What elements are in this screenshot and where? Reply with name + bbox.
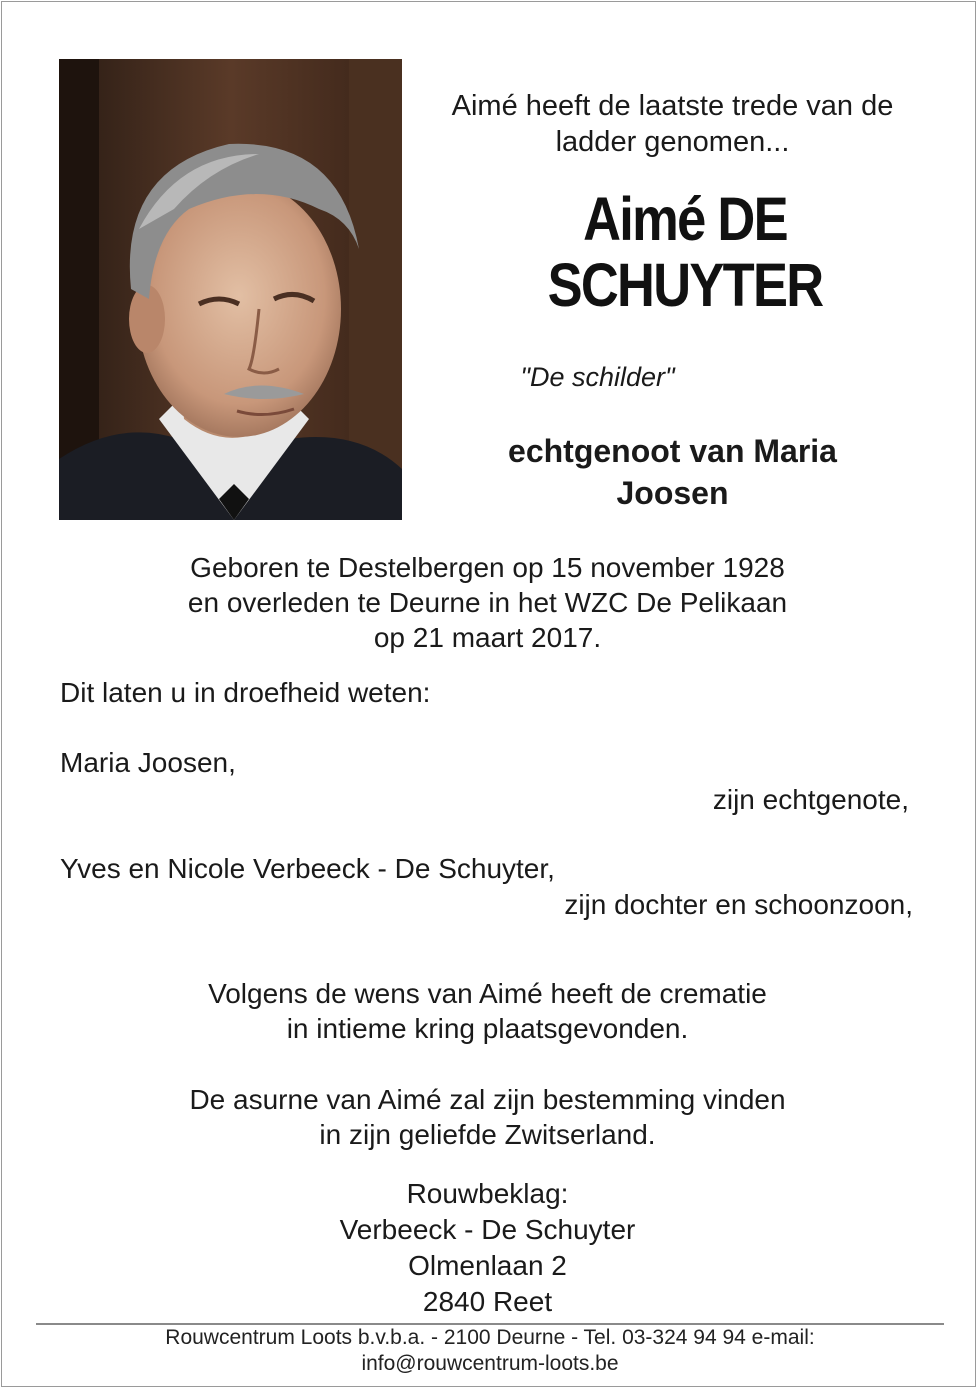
footer-line-1: Rouwcentrum Loots b.v.b.a. - 2100 Deurne - Tel. 03-324 94 94 e-mail: [165, 1326, 815, 1349]
condolence-label: Rouwbeklag: [406, 1178, 569, 1209]
spouse-line-1: echtgenoot van Maria [508, 433, 837, 469]
condolence-street: Olmenlaan 2 [408, 1250, 567, 1281]
birth-line-2: en overleden te Deurne in het WZC De Pelikaan [187, 587, 788, 618]
name-line-2: SCHUYTER [547, 251, 823, 319]
deceased-name [457, 186, 913, 318]
portrait-photo [59, 59, 402, 520]
cremation-note [60, 976, 915, 1046]
nickname-text: "De schilder" [520, 362, 675, 392]
cremation-line-2: in intieme kring plaatsgevonden. [286, 1013, 689, 1044]
birth-death-info [60, 550, 915, 655]
urn-line-2: in zijn geliefde Zwitserland. [319, 1119, 656, 1150]
nickname [420, 362, 925, 393]
intro-text [420, 88, 925, 160]
mourner-relation-2: zijn dochter en schoonzoon, [564, 889, 913, 920]
footer [36, 1325, 944, 1377]
spouse-line-2: Joosen [616, 475, 729, 511]
condolence-address [60, 1176, 915, 1320]
footer-email[interactable]: info@rouwcentrum-loots.be [361, 1352, 619, 1375]
announcement: Dit laten u in droefheid weten: [60, 677, 431, 708]
spouse-line [420, 430, 925, 514]
intro-line-2: ladder genomen... [555, 126, 790, 158]
portrait-illustration [59, 59, 402, 520]
condolence-family: Verbeeck - De Schuyter [339, 1214, 636, 1245]
birth-line-3: op 21 maart 2017. [373, 622, 602, 653]
urn-line-1: De asurne van Aimé zal zijn bestemming vinden [189, 1084, 786, 1115]
mourner-name-2: Yves en Nicole Verbeeck - De Schuyter, [60, 853, 555, 884]
name-line-1: Aimé DE [583, 185, 787, 253]
birth-line-1: Geboren te Destelbergen op 15 november 1928 [190, 552, 785, 583]
cremation-line-1: Volgens de wens van Aimé heeft de crematie [208, 978, 767, 1009]
intro-line-1: Aimé heeft de laatste trede van de [451, 90, 894, 122]
mourner-relation-1: zijn echtgenote, [712, 784, 909, 815]
urn-note [60, 1082, 915, 1152]
mourner-name-1: Maria Joosen, [60, 747, 236, 778]
condolence-city: 2840 Reet [422, 1286, 553, 1317]
